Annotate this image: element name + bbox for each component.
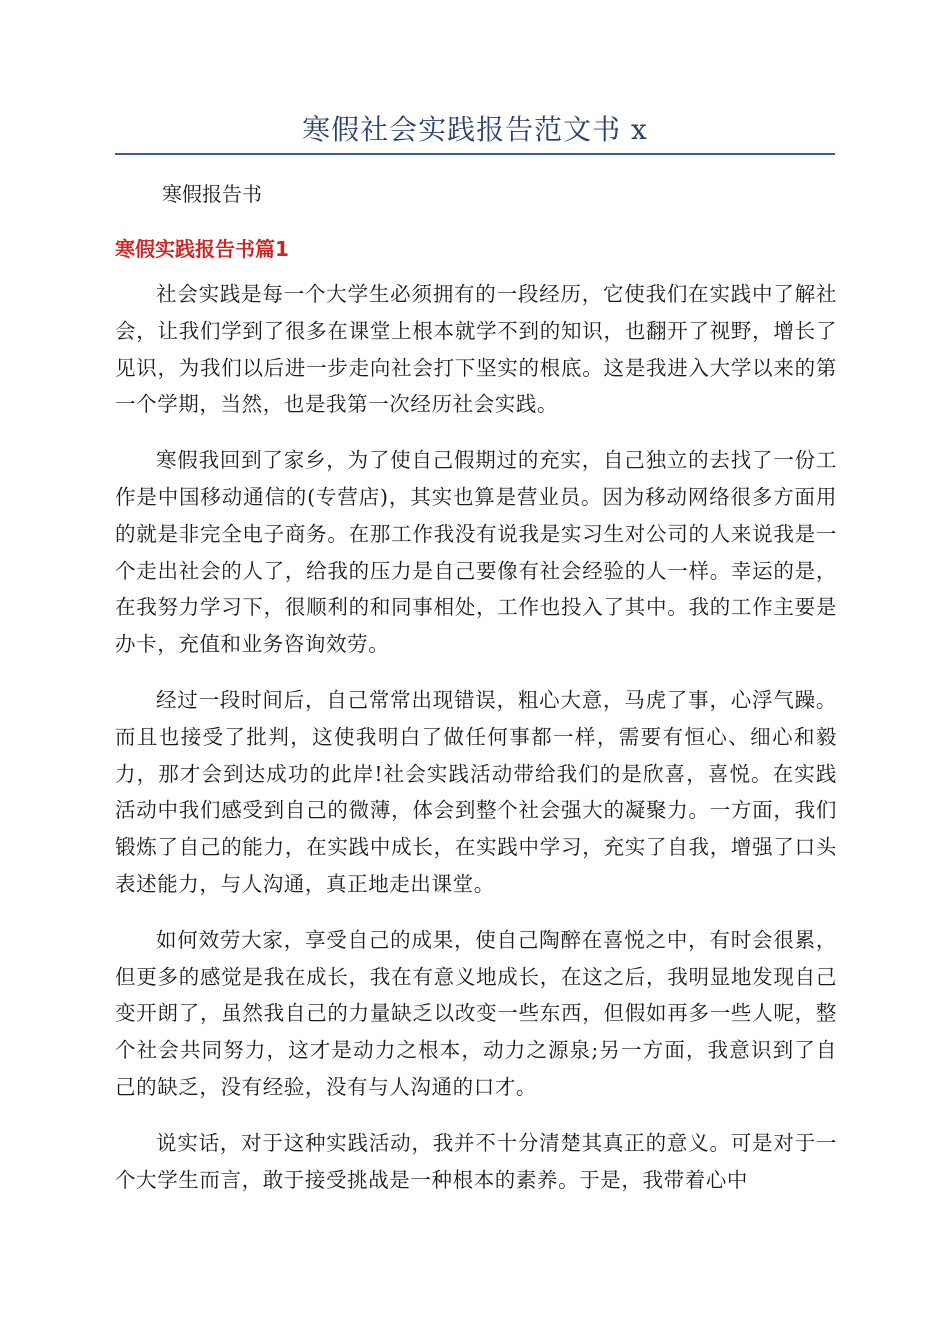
title-underline (115, 153, 835, 155)
body-paragraph: 如何效劳大家，享受自己的成果，使自己陶醉在喜悦之中，有时会很累，但更多的感觉是我在成长，我在有意义地成长，在这之后，我明显地发现自己变开朗了，虽然我自己的力量缺乏以改变一些东西，但假如再多一些人呢，整个社会共同努力，这才是动力之根本，动力之源泉;另一方面，我意识到了自己的缺乏，没有经验，没有与人沟通的口才。 (115, 927, 837, 1099)
body-paragraph: 说实话，对于这种实践活动，我并不十分清楚其真正的意义。可是对于一个大学生而言，敢于接受挑战是一种根本的素养。于是，我带着心中 (115, 1130, 837, 1192)
body-paragraph: 经过一段时间后，自己常常出现错误，粗心大意，马虎了事，心浮气躁。而且也接受了批判，这使我明白了做任何事都一样，需要有恒心、细心和毅力，那才会到达成功的此岸!社会实践活动带给我们的是欣喜，喜悦。在实践活动中我们感受到自己的微薄，体会到整个社会强大的凝聚力。一方面，我们锻炼了自己的能力，在实践中成长，在实践中学习，充实了自我，增强了口头表述能力，与人沟通，真正地走出课堂。 (115, 687, 837, 896)
body-paragraph: 寒假我回到了家乡，为了使自己假期过的充实，自己独立的去找了一份工作是中国移动通信的(专营店)，其实也算是营业员。因为移动网络很多方面用的就是非完全电子商务。在那工作我没有说我是实习生对公司的人来说我是一个走出社会的人了，给我的压力是自己要像有社会经验的人一样。幸运的是，在我努力学习下，很顺利的和同事相处，工作也投入了其中。我的工作主要是办卡，充值和业务咨询效劳。 (115, 448, 837, 657)
document-subtitle: 寒假报告书 (162, 182, 262, 206)
section-heading: 寒假实践报告书篇1 (115, 237, 289, 261)
document-title: 寒假社会实践报告范文书 x (302, 113, 648, 146)
document-body (115, 276, 837, 1217)
body-paragraph: 社会实践是每一个大学生必须拥有的一段经历，它使我们在实践中了解社会，让我们学到了很多在课堂上根本就学不到的知识，也翻开了视野，增长了见识，为我们以后进一步走向社会打下坚实的根底。这是我进入大学以来的第一个学期，当然，也是我第一次经历社会实践。 (115, 282, 837, 417)
